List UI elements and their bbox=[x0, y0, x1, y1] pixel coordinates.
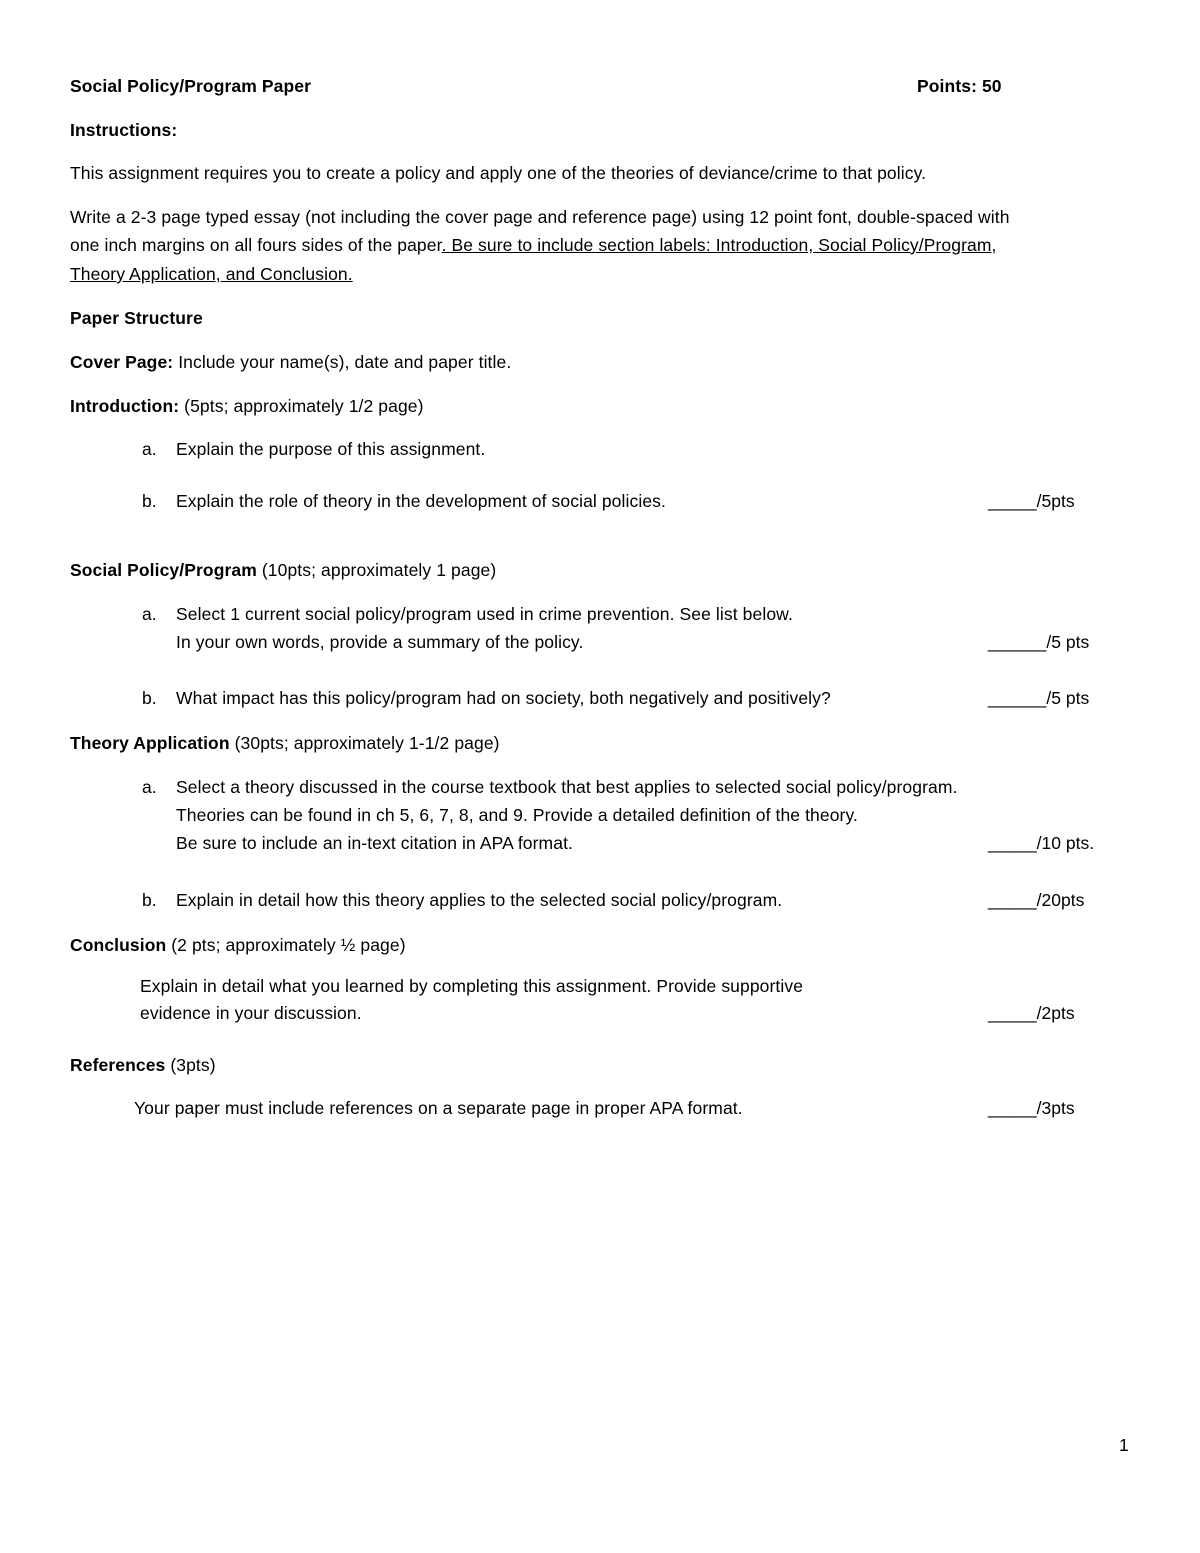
theory-heading bbox=[70, 735, 500, 753]
instructions-paragraph-2-line-3: Theory Application, and Conclusion. bbox=[70, 264, 353, 284]
intro-score-blank: _____/5pts bbox=[988, 491, 1075, 511]
instructions-paragraph-2-line-2 bbox=[70, 237, 997, 255]
cover-page-line bbox=[70, 354, 511, 372]
references-text: Your paper must include references on a separate page in proper APA format. bbox=[134, 1098, 743, 1118]
policy-note: (10pts; approximately 1 page) bbox=[256, 560, 497, 580]
references-heading bbox=[70, 1057, 216, 1075]
theory-label: Theory Application bbox=[70, 733, 230, 753]
intro-item-b-text: Explain the role of theory in the development of social policies. bbox=[176, 491, 666, 511]
policy-item-b-text: What impact has this policy/program had on society, both negatively and positively? bbox=[176, 688, 831, 708]
policy-label: Social Policy/Program bbox=[70, 560, 257, 580]
references-note: (3pts) bbox=[165, 1055, 216, 1075]
theory-item-a-marker: a. bbox=[142, 777, 157, 797]
conclusion-score-blank: _____/2pts bbox=[988, 1003, 1075, 1023]
points-total: Points: 50 bbox=[917, 76, 1002, 96]
instructions-paragraph-2-line-1: Write a 2-3 page typed essay (not including the cover page and reference page) using 12 point font, double-spaced with bbox=[70, 207, 1010, 227]
conclusion-heading bbox=[70, 937, 406, 955]
intro-item-a-text: Explain the purpose of this assignment. bbox=[176, 439, 486, 459]
policy-item-b-marker: b. bbox=[142, 688, 157, 708]
theory-b-score-blank: _____/20pts bbox=[988, 890, 1085, 910]
theory-item-a-line-2: Theories can be found in ch 5, 6, 7, 8, and 9. Provide a detailed definition of the theory. bbox=[176, 805, 858, 825]
instructions-paragraph-2-plain: one inch margins on all fours sides of the paper bbox=[70, 235, 442, 255]
cover-page-text: Include your name(s), date and paper title. bbox=[173, 352, 512, 372]
theory-item-b-marker: b. bbox=[142, 890, 157, 910]
policy-b-score-blank: ______/5 pts bbox=[988, 688, 1090, 708]
conclusion-label: Conclusion bbox=[70, 935, 167, 955]
theory-item-b-text: Explain in detail how this theory applies to the selected social policy/program. bbox=[176, 890, 783, 910]
instructions-section-labels-underlined: . Be sure to include section labels: Introduction, Social Policy/Program, bbox=[441, 235, 997, 255]
introduction-label: Introduction: bbox=[70, 396, 180, 416]
paper-structure-heading: Paper Structure bbox=[70, 308, 203, 328]
conclusion-line-2: evidence in your discussion. bbox=[140, 1003, 362, 1023]
intro-item-b-marker: b. bbox=[142, 491, 157, 511]
theory-a-score-blank: _____/10 pts. bbox=[988, 833, 1095, 853]
policy-item-a-line-1: Select 1 current social policy/program used in crime prevention. See list below. bbox=[176, 604, 793, 624]
instructions-heading: Instructions: bbox=[70, 120, 178, 140]
theory-item-a-line-3: Be sure to include an in-text citation in APA format. bbox=[176, 833, 573, 853]
policy-heading bbox=[70, 562, 496, 580]
intro-item-a-marker: a. bbox=[142, 439, 157, 459]
instructions-paragraph-1: This assignment requires you to create a policy and apply one of the theories of deviance/crime to that policy. bbox=[70, 163, 927, 183]
cover-page-label: Cover Page: bbox=[70, 352, 174, 372]
policy-item-a-line-2: In your own words, provide a summary of the policy. bbox=[176, 632, 584, 652]
policy-a-score-blank: ______/5 pts bbox=[988, 632, 1090, 652]
references-label: References bbox=[70, 1055, 166, 1075]
conclusion-line-1: Explain in detail what you learned by completing this assignment. Provide supportive bbox=[140, 976, 804, 996]
conclusion-note: (2 pts; approximately ½ page) bbox=[166, 935, 406, 955]
introduction-note: (5pts; approximately 1/2 page) bbox=[179, 396, 424, 416]
document-title: Social Policy/Program Paper bbox=[70, 76, 311, 96]
page-number: 1 bbox=[1119, 1435, 1129, 1455]
references-score-blank: _____/3pts bbox=[988, 1098, 1075, 1118]
theory-note: (30pts; approximately 1-1/2 page) bbox=[229, 733, 500, 753]
theory-item-a-line-1: Select a theory discussed in the course textbook that best applies to selected social policy/program. bbox=[176, 777, 958, 797]
policy-item-a-marker: a. bbox=[142, 604, 157, 624]
introduction-heading bbox=[70, 398, 424, 416]
